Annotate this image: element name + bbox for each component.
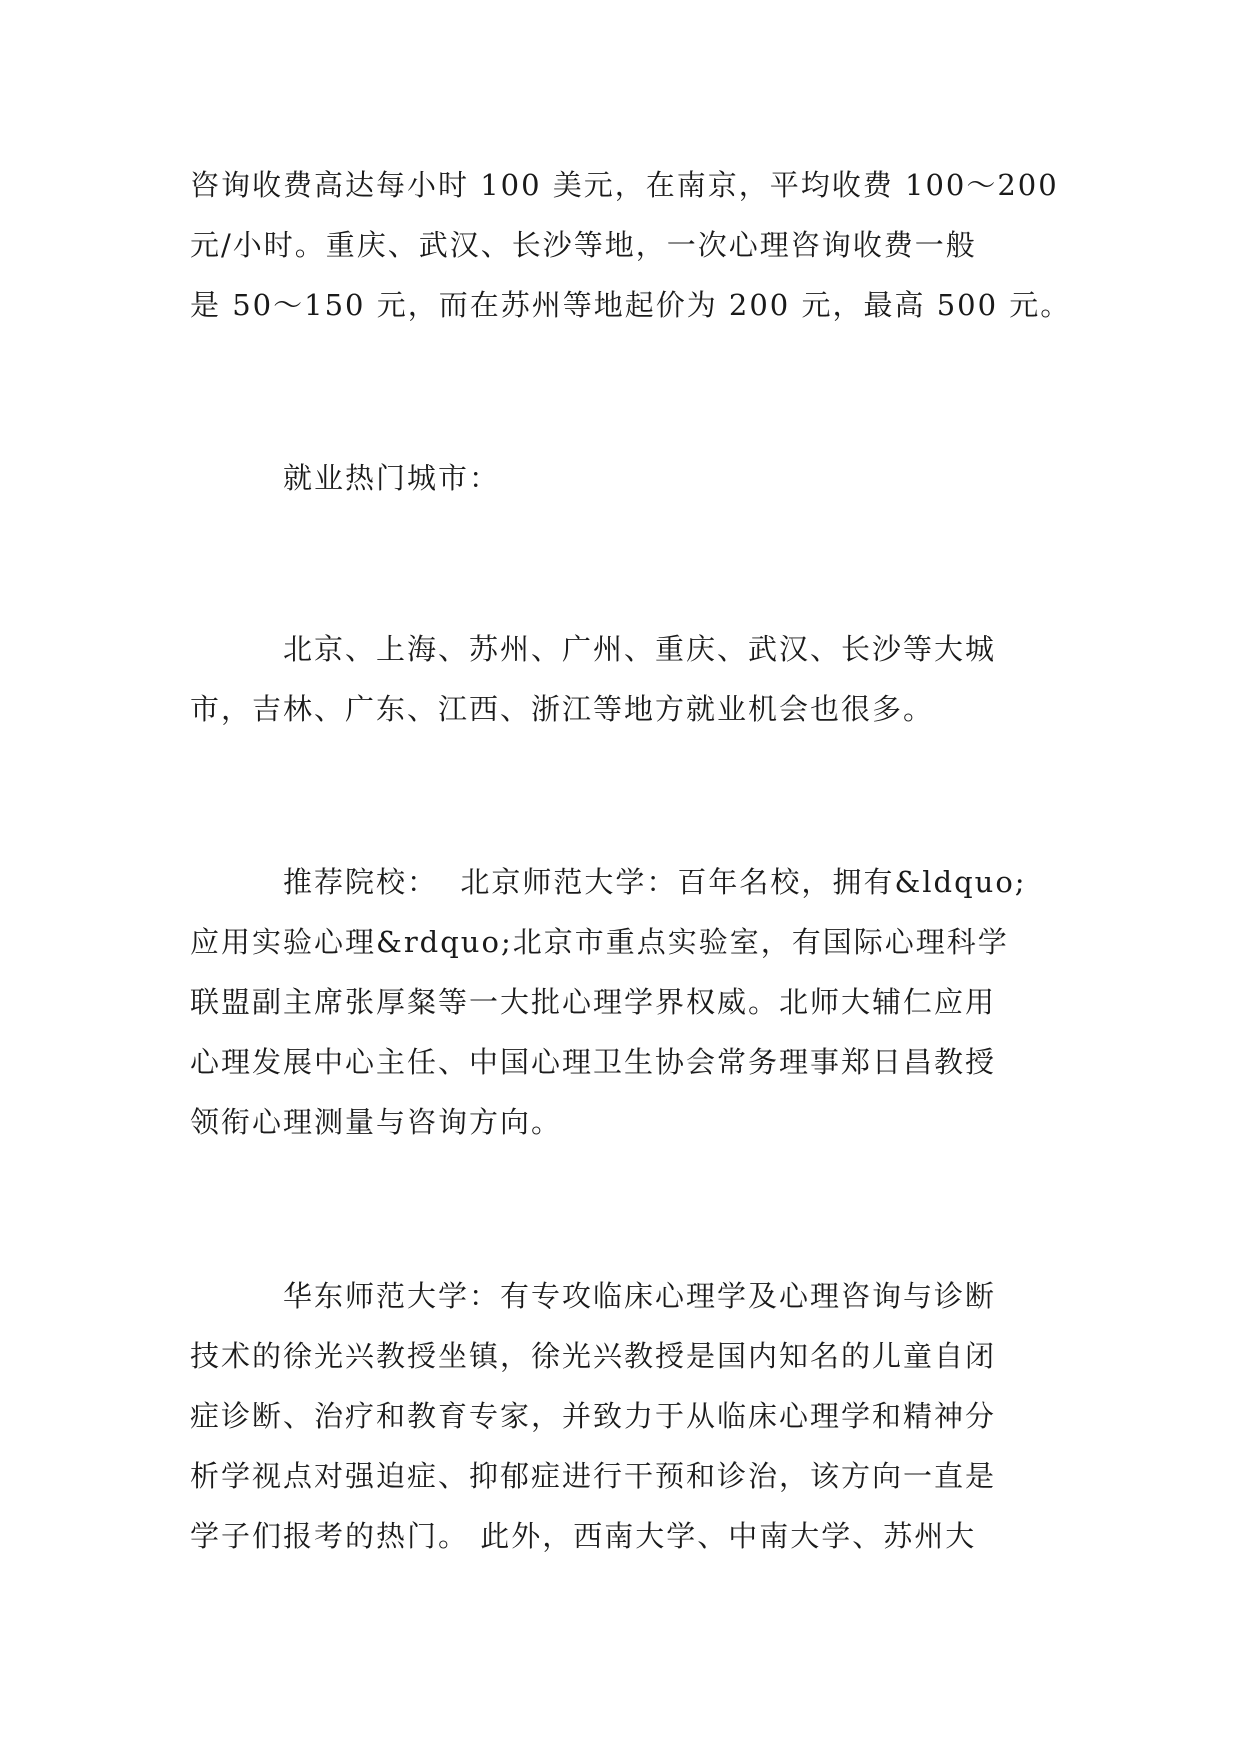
text-line: 元/小时。重庆、武汉、长沙等地，一次心理咨询收费一般 bbox=[190, 228, 977, 262]
text-line: 症诊断、治疗和教育专家，并致力于从临床心理学和精神分 bbox=[190, 1399, 997, 1433]
text-line: 是 50～150 元，而在苏州等地起价为 200 元，最高 500 元。 bbox=[190, 288, 1072, 322]
text-line: 心理发展中心主任、中国心理卫生协会常务理事郑日昌教授 bbox=[190, 1045, 997, 1079]
text-line: 就业热门城市： bbox=[190, 461, 501, 495]
text-line: 北京、上海、苏州、广州、重庆、武汉、长沙等大城 bbox=[190, 632, 997, 666]
text-line: 技术的徐光兴教授坐镇，徐光兴教授是国内知名的儿童自闭 bbox=[190, 1339, 997, 1373]
text-line: 联盟副主席张厚粲等一大批心理学界权威。北师大辅仁应用 bbox=[190, 985, 997, 1019]
text-line: 学子们报考的热门。 此外，西南大学、中南大学、苏州大 bbox=[190, 1519, 977, 1553]
text-line: 咨询收费高达每小时 100 美元，在南京，平均收费 100～200 bbox=[190, 168, 1059, 202]
text-line: 市，吉林、广东、江西、浙江等地方就业机会也很多。 bbox=[190, 692, 935, 726]
text-line: 华东师范大学：有专攻临床心理学及心理咨询与诊断 bbox=[190, 1279, 997, 1313]
text-line: 应用实验心理&rdquo;北京市重点实验室，有国际心理科学 bbox=[190, 925, 1009, 959]
text-line: 析学视点对强迫症、抑郁症进行干预和诊治，该方向一直是 bbox=[190, 1459, 997, 1493]
text-line: 推荐院校： 北京师范大学：百年名校，拥有&ldquo; bbox=[190, 865, 1027, 899]
text-line: 领衔心理测量与咨询方向。 bbox=[190, 1105, 563, 1139]
